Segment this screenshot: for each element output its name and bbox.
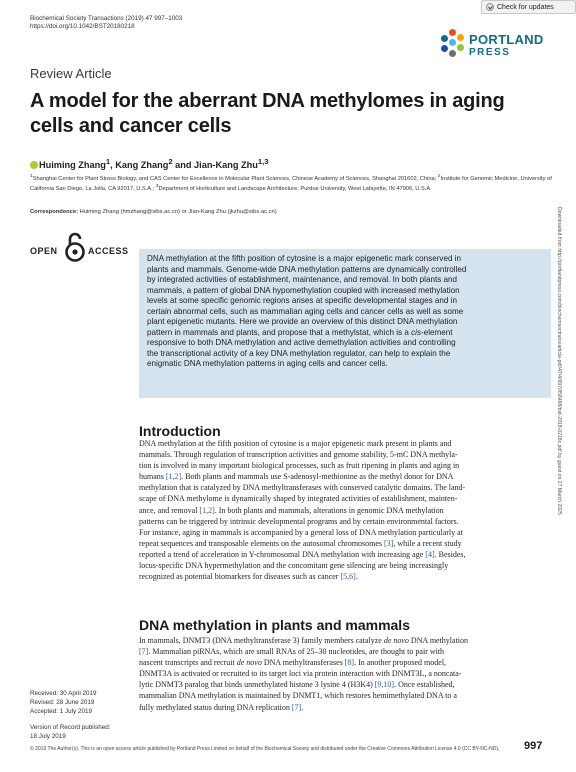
logo-dot <box>449 50 456 57</box>
check-updates-icon <box>486 3 494 11</box>
author-affil-sup: 1,3 <box>257 157 269 166</box>
affil-sup: 1 <box>30 174 33 179</box>
body-text: fully methylated status during DNA replication <box>139 702 292 712</box>
abstract-line: responsive to both DNA methylation and active demethylation activities and controlling <box>147 338 456 348</box>
author-separator: , <box>110 160 116 171</box>
author-name[interactable]: Jian-Kang Zhu <box>194 160 258 171</box>
article-title <box>30 89 540 139</box>
abstract-line: plant epigenetic mutants. Here we provide an overview of this distinct DNA methylation <box>147 317 458 327</box>
vor-label: Version of Record published: <box>30 724 111 732</box>
body-text: . Once established, <box>394 680 455 690</box>
affil-text: Shanghai Center for Plant Stress Biology, and CAS Center for Excellence in Molecular Plant Sciences, Chinese Academy of Sciences, Shanghai 201602, China; <box>32 175 438 182</box>
download-sidebar <box>555 207 563 571</box>
accepted-date: Accepted: 1 July 2019 <box>30 707 92 715</box>
title-line-1: A model for the aberrant DNA methylomes in aging <box>30 90 505 112</box>
body-text: reported a trend of acceleration in Y-chromosomal DNA methylation with increasing age <box>139 549 426 559</box>
affil-text: Department of Horticulture and Landscape Architecture, Purdue University, West Lafayette, IN 47906, U.S.A. <box>158 186 432 193</box>
body-line: tion is involved in many important biological processes, such as fruit ripening in plants and aging in <box>139 461 460 471</box>
citation-link[interactable]: [7] <box>139 647 149 657</box>
body-text: , while a recent study <box>393 538 462 548</box>
abstract-line: levels at some specific genomic regions arises at specific developmental stages and in <box>147 296 457 306</box>
body-line <box>139 549 553 560</box>
publisher-name-line1: PORTLAND <box>469 32 544 47</box>
affiliations <box>30 173 552 193</box>
orcid-icon[interactable] <box>30 161 38 169</box>
correspondence <box>30 209 277 215</box>
body-line: mammalian DNA methylation is maintained by DNMT1, which restores hemimethylated DNA to a <box>139 691 457 701</box>
italic-term: de novo <box>383 636 409 645</box>
check-updates-label: Check for updates <box>497 3 554 11</box>
logo-dot <box>449 39 456 46</box>
publisher-name-line2: PRESS <box>469 47 511 58</box>
open-lock-icon <box>64 232 86 262</box>
check-for-updates-button[interactable] <box>481 0 576 14</box>
body-line: mammals. Through regulation of transcription activities and genome stability, 5-mC DNA methyla- <box>139 450 458 460</box>
affil-text: Institute for Genomic Medicine, University of California San Diego, La Jolla, CA 92017, U.S.A.; <box>30 175 552 193</box>
logo-dots-icon <box>437 29 467 59</box>
citation-link[interactable]: [3] <box>384 538 394 548</box>
author-name[interactable]: Kang Zhang <box>115 160 169 171</box>
journal-name: Biochemical Society Transactions (2019) 47 997–1003 <box>30 15 183 22</box>
italic-term: de novo <box>236 658 262 668</box>
abstract-line <box>147 328 544 339</box>
abstract-line: enigmatic DNA methylation patterns in aging cells and cancer cells. <box>147 359 388 369</box>
citation-link[interactable]: [4] <box>425 549 435 559</box>
author-separator: and <box>172 160 195 171</box>
body-text: ance, and removal <box>139 505 200 515</box>
vor-date: 18 July 2019 <box>30 733 66 741</box>
body-line <box>139 657 553 668</box>
author-name[interactable]: Huiming Zhang <box>39 160 106 171</box>
body-text: nascent transcripts and recruit <box>139 658 237 668</box>
body-line: patterns can be triggered by intrinsic developmental programs and by certain environmental factors. <box>139 516 459 526</box>
open-access-right: ACCESS <box>88 246 129 256</box>
body-text: . Both plants and mammals use S-adenosyl-methionine as the methyl donor for DNA <box>181 472 454 482</box>
body-line: DNA methylation at the fifth position of cytosine is a major epigenetic mark present in plants and <box>139 439 452 448</box>
article-type: Review Article <box>30 66 112 81</box>
body-line <box>139 679 553 690</box>
logo-dot <box>449 29 456 36</box>
body-line: DNMT3A is activated or recruited to its target loci via protein interaction with DNMT3L, a noncata- <box>139 669 462 679</box>
affil-sup: 2 <box>437 174 441 179</box>
body-line: locus-specific DNA hypermethylation and the concomitant gene silencing are being increasingly <box>139 561 449 571</box>
body-line <box>139 505 553 516</box>
body-line <box>139 471 553 482</box>
body-text: humans <box>139 472 166 482</box>
open-access-left: OPEN <box>30 246 58 256</box>
correspondence-text[interactable]: Huiming Zhang (hmzhang@sibs.ac.cn) or Jian-Kang Zhu (jkzhu@sibs.ac.cn) <box>78 209 277 215</box>
abstract-line: certain abnormal cells, such as mammalian aging cells and cancer cells as well as some <box>147 306 464 316</box>
affil-sup: 3 <box>155 184 159 190</box>
correspondence-label: Correspondence: <box>30 209 78 215</box>
logo-dot <box>457 34 464 41</box>
body-text: recognized as potential biomarkers for diseases such as cancer <box>139 572 341 582</box>
body-text: . <box>301 702 304 712</box>
body-line: methylation that is catalyzed by DNA methyltransferases with conserved catalytic domains. The land- <box>139 483 466 493</box>
abstract-line-tail: -element <box>421 327 453 337</box>
body-line: For instance, aging in mammals is accompanied by a general loss of DNA methylation particularly at <box>139 527 463 537</box>
citation-link[interactable]: [8] <box>344 658 355 668</box>
section2-body <box>139 635 553 713</box>
page-number: 997 <box>524 740 543 752</box>
body-line <box>139 646 553 657</box>
section-heading-dna-methylation: DNA methylation in plants and mammals <box>139 617 410 633</box>
author-list <box>30 157 269 170</box>
abstract-line: DNA methylation at the fifth position of cytosine is a major epigenetic mark conserved in <box>147 254 462 263</box>
citation-link[interactable]: [1,2] <box>165 472 182 482</box>
body-text: In mammals, DNMT3 (DNA methyltransferase 3) family members catalyze <box>139 636 384 645</box>
received-date: Received: 30 April 2019 <box>30 690 97 697</box>
body-line <box>139 571 553 582</box>
body-text: DNA methylation <box>408 636 469 645</box>
body-text: lytic DNMT3 paralog that binds unmethylated histone 3 lysine 4 (H3K4) <box>139 680 375 690</box>
body-text: DNA methyltransferases <box>261 658 345 668</box>
citation-link[interactable]: [1,2] <box>199 505 215 515</box>
doi-link[interactable]: https://doi.org/10.1042/BST20180218 <box>30 23 135 30</box>
abstract-italic-term: cis <box>411 327 421 337</box>
publisher-logo <box>437 29 557 63</box>
citation-link[interactable]: [9,10] <box>374 680 395 690</box>
body-text: . Besides, <box>434 549 466 559</box>
title-line-2: cells and cancer cells <box>30 115 232 137</box>
body-text: . <box>355 572 358 582</box>
citation-link[interactable]: [5,6] <box>340 572 356 582</box>
open-access-logo <box>30 232 130 272</box>
download-note: Downloaded from http://portlandpress.com/biochemsoctrans/article-pdf/47/4/997/858498/bst-2018-0218c.pdf by guest on 27 March 2025 <box>556 207 562 515</box>
logo-dot <box>457 44 464 51</box>
body-text: . In both plants and mammals, alterations in genomic DNA methylation <box>214 505 444 515</box>
introduction-body <box>139 438 553 582</box>
body-line <box>139 538 553 549</box>
abstract-box <box>139 249 551 398</box>
abstract-line: mammals, a pattern of global DNA hypomethylation coupled with increased methylation <box>147 285 460 295</box>
author-affil-sup: 1 <box>105 157 111 166</box>
body-line: scape of DNA methylome is dynamically shaped by integrated activities of establishment, mainten- <box>139 494 458 504</box>
author-affil-sup: 2 <box>168 157 173 166</box>
article-dates <box>30 690 111 742</box>
journal-citation <box>30 15 182 31</box>
body-line <box>139 635 553 646</box>
citation-link[interactable]: [7] <box>291 702 302 712</box>
body-line <box>139 702 553 713</box>
abstract-line: plants and mammals. Genome-wide DNA methylation patterns are dynamically controlled <box>147 264 467 274</box>
body-text: . In another proposed model, <box>354 658 447 668</box>
section-heading-introduction: Introduction <box>139 423 221 439</box>
logo-dot <box>441 35 448 42</box>
license-footer: © 2019 The Author(s). This is an open access article published by Portland Press Limited on behalf of the Biochemical Society and distributed under the Creative Commons Attribution License 4.0 (CC BY-NC-ND). <box>30 746 500 752</box>
body-text: repeat sequences and transposable elements on the autosomal chromosomes <box>139 538 385 548</box>
abstract-line-text: pattern in mammals and plants, and propose that a methylstat, which is a <box>147 327 412 337</box>
abstract-line: the transcriptional activity of a key DNA methylation regulator, can help to explain the <box>147 348 451 358</box>
abstract-line: by integrated activities of establishment, maintenance, and removal. In both plants and <box>147 275 457 285</box>
revised-date: Revised: 28 June 2019 <box>30 698 95 706</box>
body-text: . Mammalian piRNAs, which are small RNAs of 25–30 nucleotides, are thought to pair with <box>148 647 445 657</box>
logo-dot <box>441 45 448 52</box>
